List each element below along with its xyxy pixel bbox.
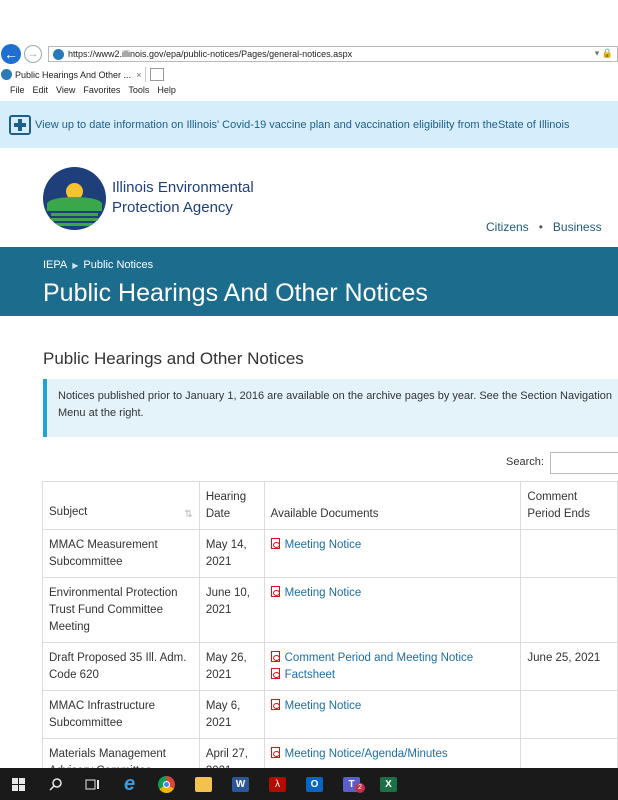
cell-documents [264, 691, 521, 739]
table-row [43, 578, 618, 643]
edge-icon[interactable]: e [123, 772, 136, 795]
agency-name-line1: Illinois Environmental [112, 179, 254, 196]
cell-comment-end: June 25, 2021 [521, 643, 618, 691]
document-link[interactable] [271, 585, 515, 602]
document-link[interactable] [271, 698, 515, 715]
search-icon[interactable] [37, 768, 74, 800]
tab-globe-icon [1, 69, 12, 80]
iepa-logo[interactable] [43, 167, 106, 230]
document-link[interactable] [271, 537, 515, 554]
cell-documents [264, 643, 521, 691]
notices-table [42, 481, 618, 787]
covid-banner [0, 101, 618, 148]
outlook-icon[interactable]: O [296, 768, 333, 800]
back-button[interactable]: ← [1, 44, 21, 64]
cell-subject: MMAC Infrastructure Subcommittee [43, 691, 200, 739]
site-globe-icon [53, 49, 64, 60]
table-row [43, 691, 618, 739]
document-link-label: Meeting Notice [284, 700, 362, 712]
page-title: Public Hearings And Other Notices [43, 279, 428, 307]
top-nav [486, 220, 602, 234]
tab-row [0, 66, 618, 83]
cell-comment-end [521, 691, 618, 739]
nav-business[interactable]: Business [552, 220, 602, 234]
new-tab-button[interactable] [150, 68, 164, 81]
close-icon[interactable]: × [136, 69, 142, 80]
section-heading: Public Hearings and Other Notices [43, 349, 304, 368]
document-link[interactable] [271, 667, 515, 684]
covid-banner-link[interactable]: State of Illinois [497, 118, 570, 131]
document-link-label: Meeting Notice [284, 587, 362, 599]
table-row [43, 643, 618, 691]
breadcrumb [43, 259, 153, 271]
archive-note-line2: Menu at the right. [58, 407, 144, 419]
menu-tools[interactable]: Tools [128, 85, 150, 95]
agency-name-line2: Protection Agency [112, 199, 233, 216]
start-icon[interactable] [0, 768, 37, 800]
archive-note [43, 379, 618, 437]
menu-view[interactable]: View [56, 85, 76, 95]
cell-comment-end [521, 578, 618, 643]
column-header-subject[interactable] [43, 482, 200, 530]
windows-taskbar [0, 768, 618, 800]
agency-name[interactable] [112, 178, 254, 218]
acrobat-icon[interactable]: λ [259, 768, 296, 800]
column-header-hearing-date[interactable]: Hearing Date [199, 482, 264, 530]
pdf-icon [271, 699, 280, 710]
nav-separator: • [538, 220, 543, 234]
sort-icon[interactable]: ⇅ [184, 509, 193, 520]
menu-help[interactable]: Help [157, 85, 176, 95]
url-text: https://www2.illinois.gov/epa/public-notices/Pages/general-notices.aspx [68, 49, 353, 59]
document-link-label: Factsheet [284, 669, 336, 681]
browser-tab[interactable] [0, 67, 146, 82]
medical-kit-icon [9, 115, 31, 135]
search-label: Search: [506, 456, 544, 468]
address-dropdown-lock-icon[interactable]: ▾ 🔒 [594, 48, 613, 58]
word-icon[interactable]: W [222, 768, 259, 800]
subject-header-label: Subject [49, 506, 88, 518]
pdf-icon [271, 668, 280, 679]
table-row [43, 530, 618, 578]
cell-hearing-date: June 10, 2021 [199, 578, 264, 643]
menu-file[interactable]: File [10, 85, 25, 95]
file-explorer-icon[interactable] [185, 768, 222, 800]
search-input[interactable] [550, 452, 618, 474]
cell-subject: Draft Proposed 35 Ill. Adm. Code 620 [43, 643, 200, 691]
cell-hearing-date: May 14, 2021 [199, 530, 264, 578]
excel-icon[interactable]: X [370, 768, 407, 800]
pdf-icon [271, 651, 280, 662]
cell-documents [264, 530, 521, 578]
breadcrumb-iepa[interactable]: IEPA [43, 259, 68, 271]
cell-subject: Materials Management [43, 739, 200, 787]
document-link-label: Comment Period and Meeting Notice [284, 652, 474, 664]
cell-subject: Environmental Protection Trust Fund Committee Meeting [43, 578, 200, 643]
breadcrumb-public-notices[interactable]: Public Notices [83, 259, 154, 271]
cell-hearing-date: May 6, 2021 [199, 691, 264, 739]
archive-note-line1: Notices published prior to January 1, 2016 are available on the archive pages by year. See the Section Navigation [58, 390, 613, 402]
document-link[interactable] [271, 746, 515, 763]
pdf-icon [271, 538, 280, 549]
address-row [0, 44, 618, 64]
task-view-icon[interactable] [74, 768, 111, 800]
document-link-label: Meeting Notice [284, 539, 362, 551]
menu-edit[interactable]: Edit [32, 85, 49, 95]
breadcrumb-separator-icon: ▶ [72, 261, 79, 270]
menu-bar [0, 85, 618, 99]
cell-hearing-date: May 26, 2021 [199, 643, 264, 691]
document-link[interactable] [271, 650, 515, 667]
nav-citizens[interactable]: Citizens [486, 220, 529, 234]
column-header-comment-period-ends[interactable]: Comment Period Ends [521, 482, 618, 530]
title-band [0, 247, 618, 316]
column-header-available-documents[interactable]: Available Documents [264, 482, 521, 530]
table-header-row [43, 482, 618, 530]
menu-favorites[interactable]: Favorites [83, 85, 121, 95]
forward-button[interactable]: → [24, 45, 42, 63]
pdf-icon [271, 747, 280, 758]
covid-banner-text: View up to date information on Illinois' Covid-19 vaccine plan and vaccination eligibility from the [35, 118, 498, 131]
cell-comment-end [521, 530, 618, 578]
cell-hearing-date: April 27, [199, 739, 264, 787]
chrome-icon[interactable] [148, 768, 185, 800]
teams-icon[interactable]: T 2 [333, 768, 370, 800]
pdf-icon [271, 586, 280, 597]
cell-subject: MMAC Measurement Subcommittee [43, 530, 200, 578]
document-link-label: Meeting Notice/Agenda/Minutes [284, 748, 448, 760]
tab-title: Public Hearings And Other ... [15, 69, 132, 80]
address-bar[interactable] [48, 46, 618, 62]
cell-documents [264, 578, 521, 643]
teams-badge: 2 [355, 783, 365, 793]
